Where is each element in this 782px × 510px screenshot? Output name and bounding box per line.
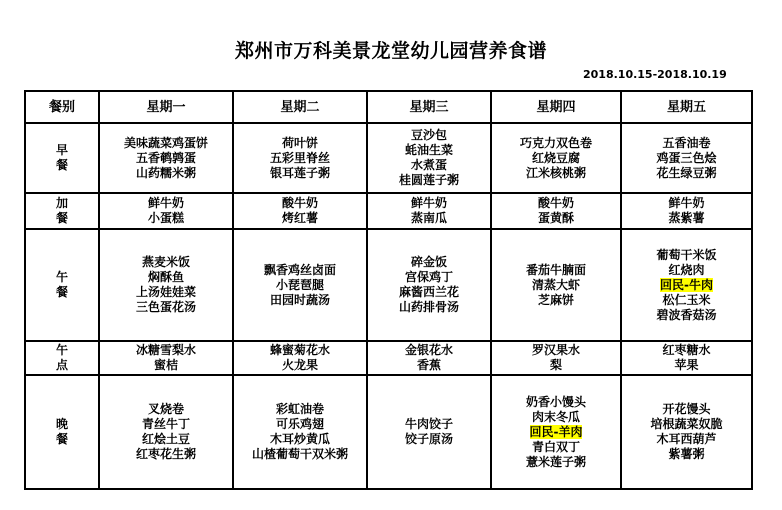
dish-line	[234, 151, 366, 166]
dish-line	[492, 358, 620, 373]
meal-category-cell	[25, 229, 99, 341]
dish-line	[622, 432, 751, 447]
menu-cell-mon	[99, 229, 233, 341]
dish-line	[622, 358, 751, 373]
dish-name: 五彩里脊丝	[269, 150, 330, 165]
dish-name: 巧克力双色卷	[519, 135, 592, 150]
dish-line	[234, 402, 366, 417]
dish-line	[622, 211, 751, 226]
dish-line	[100, 358, 232, 373]
meal-category-cell	[25, 123, 99, 193]
menu-cell-tue	[233, 229, 367, 341]
dish-line	[622, 343, 751, 358]
dish-name: 鲜牛奶	[147, 196, 184, 210]
dish-name: 美味蔬菜鸡蛋饼	[123, 135, 208, 150]
dish-name: 松仁玉米	[662, 292, 711, 307]
menu-cell-wed	[367, 193, 491, 229]
dish-name: 田园时蔬汤	[269, 292, 330, 307]
dish-line	[622, 278, 751, 293]
dish-line	[100, 417, 232, 432]
menu-cell-tue	[233, 123, 367, 193]
dish-line	[492, 196, 620, 211]
menu-cell-fri	[621, 341, 752, 375]
highlighted-dish: 回民-牛肉	[660, 277, 713, 292]
meal-category-char: 餐	[55, 211, 68, 225]
dish-line	[234, 136, 366, 151]
dish-name: 红烧肉	[668, 262, 705, 277]
menu-cell-tue	[233, 341, 367, 375]
dish-line	[492, 343, 620, 358]
dish-name: 培根蔬菜奴脆	[650, 417, 723, 431]
dish-line	[100, 285, 232, 300]
menu-cell-fri	[621, 229, 752, 341]
menu-cell-wed	[367, 229, 491, 341]
dish-name: 五香油卷	[662, 135, 711, 150]
dish-line	[622, 248, 751, 263]
dish-name: 苹果	[674, 358, 699, 372]
dish-name: 酸牛奶	[281, 196, 318, 210]
dish-line	[492, 136, 620, 151]
menu-table	[24, 90, 753, 490]
dish-line	[368, 270, 490, 285]
dish-line	[492, 263, 620, 278]
menu-cell-thu	[491, 229, 621, 341]
dish-line	[492, 151, 620, 166]
meal-row	[25, 229, 752, 341]
dish-name: 薏米莲子粥	[525, 454, 586, 469]
dish-line	[622, 166, 751, 181]
dish-name: 青白双丁	[531, 439, 580, 454]
dish-line	[234, 447, 366, 462]
day-header-mon: 星期一	[99, 91, 233, 123]
dish-name: 清蒸大虾	[531, 277, 580, 292]
dish-line	[368, 358, 490, 373]
dish-line	[234, 166, 366, 181]
dish-name: 麻酱西兰花	[398, 285, 459, 299]
dish-line	[622, 293, 751, 308]
meal-category-char: 点	[55, 358, 68, 372]
day-header-wed: 星期三	[367, 91, 491, 123]
dish-line	[622, 402, 751, 417]
dish-name: 花生绿豆粥	[656, 165, 717, 180]
dish-name: 开花馒头	[662, 402, 711, 416]
dish-name: 红烧豆腐	[531, 150, 580, 165]
dish-name: 蛋黄酥	[537, 211, 574, 225]
dish-name: 木耳西葫芦	[656, 432, 717, 446]
dish-name: 红枣糖水	[662, 343, 711, 357]
menu-cell-wed	[367, 341, 491, 375]
dish-line	[622, 263, 751, 278]
dish-line	[492, 166, 620, 181]
page-title: 郑州市万科美景龙堂幼儿园营养食谱	[234, 40, 547, 62]
menu-cell-mon	[99, 123, 233, 193]
menu-cell-mon	[99, 193, 233, 229]
dish-line	[234, 263, 366, 278]
meal-category-char: 餐	[55, 158, 68, 172]
dish-name: 罗汉果水	[531, 343, 580, 357]
dish-name: 肉末冬瓜	[531, 409, 580, 424]
header-row	[25, 91, 752, 123]
dish-line	[368, 128, 490, 143]
dish-name: 五香鹌鹑蛋	[135, 150, 196, 165]
dish-name: 烤红薯	[281, 211, 318, 225]
dish-name: 燕麦米饭	[141, 255, 190, 269]
dish-name: 芝麻饼	[537, 292, 574, 307]
dish-name: 葡萄干米饭	[656, 247, 717, 262]
dish-line	[100, 432, 232, 447]
dish-name: 香蕉	[416, 358, 441, 372]
dish-line	[234, 211, 366, 226]
dish-name: 青丝牛丁	[141, 417, 190, 431]
dish-line	[492, 440, 620, 455]
meal-category-char: 午	[55, 343, 68, 357]
meal-category-char: 餐	[55, 432, 68, 446]
dish-name: 蜜桔	[153, 358, 178, 372]
dish-line	[100, 300, 232, 315]
dish-name: 碧波香菇汤	[656, 307, 717, 322]
dish-line	[368, 196, 490, 211]
dish-line	[100, 343, 232, 358]
dish-line	[100, 166, 232, 181]
dish-name: 焖酥鱼	[147, 270, 184, 284]
dish-name: 小琵琶腿	[275, 277, 324, 292]
dish-line	[368, 417, 490, 432]
dish-name: 蚝油生菜	[404, 143, 453, 157]
dish-line	[368, 173, 490, 188]
dish-line	[622, 308, 751, 323]
menu-cell-fri	[621, 375, 752, 489]
dish-name: 冰糖雪梨水	[135, 343, 196, 357]
date-range: 2018.10.15-2018.10.19	[583, 68, 727, 81]
dish-line	[492, 395, 620, 410]
dish-name: 银耳莲子粥	[269, 165, 330, 180]
dish-line	[368, 300, 490, 315]
dish-line	[622, 151, 751, 166]
menu-cell-thu	[491, 193, 621, 229]
dish-name: 火龙果	[281, 358, 318, 372]
dish-name: 蜂蜜菊花水	[269, 343, 330, 357]
dish-line	[100, 447, 232, 462]
dish-line	[622, 447, 751, 462]
dish-name: 番茄牛腩面	[525, 262, 586, 277]
dish-name: 山药糯米粥	[135, 165, 196, 180]
menu-cell-thu	[491, 341, 621, 375]
dish-name: 上汤娃娃菜	[135, 285, 196, 299]
menu-cell-mon	[99, 375, 233, 489]
dish-name: 蒸紫薯	[668, 211, 705, 225]
dish-name: 碎金饭	[410, 255, 447, 269]
dish-line	[492, 211, 620, 226]
day-header-fri: 星期五	[621, 91, 752, 123]
menu-cell-mon	[99, 341, 233, 375]
meal-category-char: 午	[55, 270, 68, 284]
dish-name: 鲜牛奶	[410, 196, 447, 210]
dish-name: 奶香小馒头	[525, 394, 586, 409]
dish-name: 牛肉饺子	[404, 417, 453, 431]
dish-line	[622, 136, 751, 151]
dish-name: 梨	[549, 358, 562, 372]
dish-name: 红枣花生粥	[135, 447, 196, 461]
meal-category-char: 早	[55, 143, 68, 157]
dish-line	[234, 293, 366, 308]
dish-line	[100, 196, 232, 211]
dish-name: 荷叶饼	[281, 135, 318, 150]
dish-line	[492, 278, 620, 293]
meal-category-cell	[25, 193, 99, 229]
dish-name: 水煮蛋	[410, 158, 447, 172]
menu-cell-thu	[491, 375, 621, 489]
dish-line	[100, 151, 232, 166]
meal-column-header: 餐别	[25, 91, 99, 123]
dish-line	[234, 417, 366, 432]
dish-name: 宫保鸡丁	[404, 270, 453, 284]
meal-row	[25, 123, 752, 193]
dish-line	[492, 410, 620, 425]
meal-category-cell	[25, 375, 99, 489]
highlighted-dish: 回民-羊肉	[529, 424, 583, 439]
dish-name: 饺子原汤	[404, 432, 453, 446]
meal-row	[25, 375, 752, 489]
menu-cell-fri	[621, 123, 752, 193]
dish-name: 彩虹油卷	[275, 402, 324, 416]
dish-name: 桂圆莲子粥	[398, 173, 459, 187]
dish-name: 鲜牛奶	[668, 196, 705, 210]
menu-cell-fri	[621, 193, 752, 229]
dish-line	[492, 425, 620, 440]
dish-line	[622, 196, 751, 211]
menu-cell-wed	[367, 375, 491, 489]
dish-line	[234, 278, 366, 293]
meal-row	[25, 341, 752, 375]
dish-line	[234, 196, 366, 211]
dish-line	[234, 343, 366, 358]
dish-name: 鸡蛋三色烩	[656, 150, 717, 165]
dish-name: 江米核桃粥	[525, 165, 586, 180]
dish-line	[234, 432, 366, 447]
meal-category-char: 晚	[55, 417, 68, 431]
dish-line	[100, 270, 232, 285]
dish-name: 豆沙包	[410, 128, 447, 142]
dish-line	[100, 255, 232, 270]
day-header-thu: 星期四	[491, 91, 621, 123]
menu-cell-tue	[233, 193, 367, 229]
dish-line	[100, 402, 232, 417]
dish-line	[492, 293, 620, 308]
dish-line	[368, 143, 490, 158]
dish-line	[100, 211, 232, 226]
dish-line	[368, 432, 490, 447]
dish-line	[234, 358, 366, 373]
dish-name: 金银花水	[404, 343, 453, 357]
dish-name: 蒸南瓜	[410, 211, 447, 225]
meal-category-cell	[25, 341, 99, 375]
dish-name: 小蛋糕	[147, 211, 184, 225]
dish-line	[368, 285, 490, 300]
dish-line	[100, 136, 232, 151]
dish-line	[622, 417, 751, 432]
dish-name: 山楂葡萄干双米粥	[251, 447, 348, 461]
dish-name: 紫薯粥	[668, 447, 705, 461]
dish-line	[368, 343, 490, 358]
dish-line	[368, 255, 490, 270]
dish-line	[368, 211, 490, 226]
dish-name: 酸牛奶	[537, 196, 574, 210]
meal-row	[25, 193, 752, 229]
dish-line	[368, 158, 490, 173]
menu-cell-wed	[367, 123, 491, 193]
dish-line	[492, 455, 620, 470]
menu-cell-tue	[233, 375, 367, 489]
dish-name: 木耳炒黄瓜	[269, 432, 330, 446]
meal-category-char: 加	[55, 196, 68, 210]
dish-name: 飘香鸡丝卤面	[263, 262, 336, 277]
dish-name: 三色蛋花汤	[135, 300, 196, 314]
meal-category-char: 餐	[55, 285, 68, 299]
day-header-tue: 星期二	[233, 91, 367, 123]
dish-name: 山药排骨汤	[398, 300, 459, 314]
dish-name: 可乐鸡翅	[275, 417, 324, 431]
menu-cell-thu	[491, 123, 621, 193]
dish-name: 红烩土豆	[141, 432, 190, 446]
dish-name: 叉烧卷	[147, 402, 184, 416]
